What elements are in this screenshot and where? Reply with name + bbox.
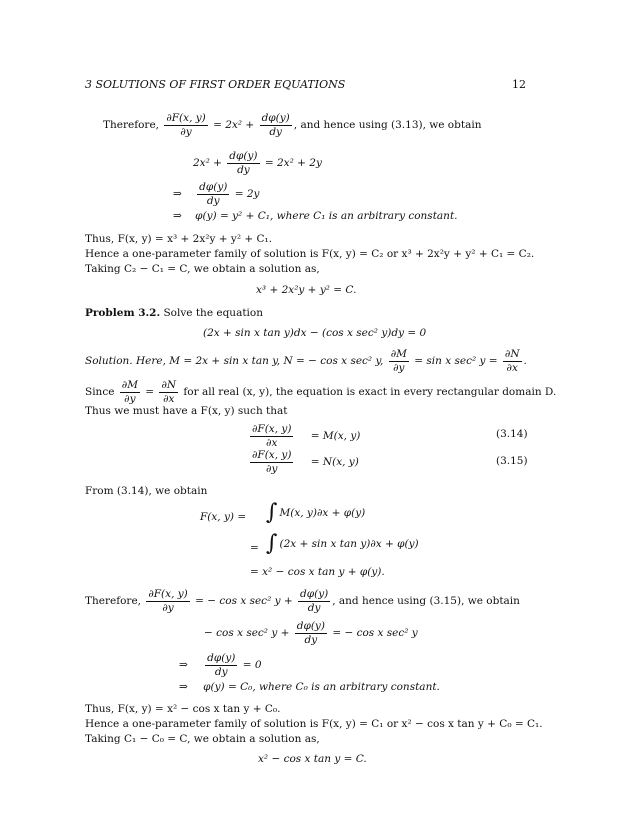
solution-here-line: Solution. Here, M = 2x + sin x tan y, N = − cos x sec² y, $\frac{\partial M}{\partial y}$ = sin x sec² y = $\frac{\partial N}{\partial x}$ . (85, 348, 527, 374)
fraction-numerator: ∂F(x, y) (252, 449, 292, 461)
implication-1 (173, 181, 259, 207)
implies-symbol: ⇒ (173, 188, 182, 201)
equation-a (193, 150, 322, 176)
since-line (85, 379, 556, 405)
dphi-dy-fraction (260, 112, 292, 138)
partial-N-x-fraction (503, 348, 522, 374)
problem-title: Problem 3.2. (85, 307, 161, 319)
fraction-numerator: ∂N (161, 379, 177, 391)
dphi-dy-fraction (295, 620, 327, 646)
equation-3-15-rhs: = N(x, y) (310, 456, 359, 469)
equals-sign: = (145, 386, 155, 399)
equation-a-right: = 2x² + 2y (264, 157, 322, 170)
partial-N-x-fraction (159, 379, 178, 405)
fraction-denominator: dy (214, 665, 228, 678)
partial-F-y-fraction (250, 449, 293, 475)
integral-sign: ∫ (266, 500, 278, 525)
family-line-2: Hence a one-parameter family of solution is F(x, y) = C₁ or x² − cos x tan y + C₀ = C₁. (85, 718, 543, 730)
fraction-denominator: ∂x (506, 361, 518, 374)
solution-label: Solution. (85, 355, 133, 368)
implication-1-right: = 2y (234, 188, 260, 201)
taking-line: Taking C₂ − C₁ = C, we obtain a solution as, (85, 263, 320, 275)
fraction-denominator: ∂y (180, 125, 192, 138)
thus-line: Thus, F(x, y) = x³ + 2x²y + y² + C₁. (85, 233, 273, 245)
since-label: Since (85, 386, 115, 399)
therefore-tail: , and hence using (3.15), we obtain (332, 595, 520, 608)
problem-equation: (2x + sin x tan y)dx − (cos x sec² y)dy = 0 (203, 327, 427, 339)
family-line: Hence a one-parameter family of solution is F(x, y) = C₂ or x³ + 2x²y + y² + C₁ = C₂. (85, 248, 535, 260)
integral-line-2 (266, 533, 419, 555)
fraction-denominator: dy (206, 194, 220, 207)
implies-symbol: ⇒ (173, 210, 182, 222)
fraction-numerator: dφ(y) (261, 112, 290, 124)
implication-2-text: φ(y) = y² + C₁, where C₁ is an arbitrary constant. (195, 210, 458, 222)
here-middle: = sin x sec² y = (414, 355, 498, 368)
fraction-denominator: ∂x (163, 392, 175, 405)
partial-F-y-fraction (164, 112, 207, 138)
fraction-denominator: dy (307, 601, 321, 614)
partial-F-x-fraction (250, 423, 293, 449)
integral-line-1 (266, 502, 365, 524)
equation-b-right: = − cos x sec² y (332, 627, 418, 640)
partial-F-y-fraction (146, 588, 189, 614)
dphi-dy-fraction (227, 150, 259, 176)
from-line: From (3.14), we obtain (85, 485, 208, 497)
integral-line-1-text: M(x, y)∂x + φ(y) (279, 507, 366, 519)
implies-symbol: ⇒ (179, 659, 188, 672)
fraction-numerator: dφ(y) (207, 652, 236, 664)
implication-3 (179, 652, 262, 678)
partial-M-y-fraction (389, 348, 409, 374)
implication-4-text: φ(y) = C₀, where C₀ is an arbitrary constant. (203, 681, 440, 693)
solution-equation-2: x² − cos x tan y = C. (258, 753, 367, 765)
fraction-numerator: dφ(y) (296, 620, 325, 632)
solution-equation-1: x³ + 2x²y + y² = C. (256, 284, 357, 296)
implication-2 (173, 210, 458, 222)
equation-3-14-rhs: = M(x, y) (310, 430, 361, 443)
fraction-numerator: dφ(y) (229, 150, 258, 162)
since-tail: for all real (x, y), the equation is exact in every rectangular domain D. (183, 386, 557, 399)
therefore-middle: = − cos x sec² y + (195, 595, 293, 608)
dphi-dy-fraction (205, 652, 237, 678)
equation-b-left: − cos x sec² y + (204, 627, 290, 640)
fraction-numerator: ∂F(x, y) (148, 588, 188, 600)
dphi-dy-fraction (298, 588, 330, 614)
fraction-numerator: ∂N (504, 348, 520, 360)
therefore-label: Therefore, (103, 119, 159, 132)
fraction-denominator: ∂y (393, 361, 405, 374)
integral-line-2-text: (2x + sin x tan y)∂x + φ(y) (279, 538, 419, 550)
equation-tag-3-14: (3.14) (496, 428, 528, 440)
fraction-numerator: ∂F(x, y) (166, 112, 206, 124)
therefore-tail: , and hence using (3.13), we obtain (293, 119, 482, 132)
fraction-denominator: ∂y (266, 462, 278, 475)
taking-line-2: Taking C₁ − C₀ = C, we obtain a solution as, (85, 733, 320, 745)
equation-3-15 (248, 449, 359, 475)
implication-4 (179, 681, 440, 693)
partial-M-y-fraction (120, 379, 140, 405)
integral-line-3: = x² − cos x tan y + φ(y). (250, 566, 385, 578)
running-header: 3 SOLUTIONS OF FIRST ORDER EQUATIONS (85, 78, 346, 91)
here-text: Here, M = 2x + sin x tan y, N = − cos x sec² y, (135, 355, 384, 368)
problem-statement: Solve the equation (163, 307, 263, 319)
fraction-denominator: ∂y (162, 601, 174, 614)
equation-b (204, 620, 418, 646)
fraction-denominator: dy (304, 633, 318, 646)
equation-a-left: 2x² + (193, 157, 222, 170)
must-line: Thus we must have a F(x, y) such that (85, 405, 288, 417)
fraction-denominator: dy (237, 163, 250, 176)
therefore-line-2 (85, 588, 520, 614)
dphi-dy-fraction (197, 181, 229, 207)
integral-equals-2: = (250, 542, 259, 554)
implication-3-right: = 0 (242, 659, 262, 672)
integral-sign: ∫ (266, 531, 278, 556)
equation-3-14 (248, 423, 360, 449)
integral-lhs: F(x, y) = (200, 511, 247, 523)
fraction-numerator: dφ(y) (199, 181, 228, 193)
therefore-line-1 (103, 112, 481, 138)
thus-line-2: Thus, F(x, y) = x² − cos x tan y + C₀. (85, 703, 281, 715)
equation-middle: = 2x² + (213, 119, 255, 132)
fraction-numerator: ∂M (121, 379, 138, 391)
fraction-denominator: ∂x (266, 436, 278, 449)
fraction-numerator: ∂F(x, y) (252, 423, 292, 435)
fraction-numerator: ∂M (390, 348, 407, 360)
implies-symbol: ⇒ (179, 681, 188, 693)
equation-tag-3-15: (3.15) (496, 455, 528, 467)
problem-heading (85, 307, 263, 319)
therefore-label: Therefore, (85, 595, 141, 608)
fraction-numerator: dφ(y) (300, 588, 329, 600)
fraction-denominator: ∂y (124, 392, 136, 405)
page-number: 12 (512, 78, 526, 91)
fraction-denominator: dy (269, 125, 282, 138)
